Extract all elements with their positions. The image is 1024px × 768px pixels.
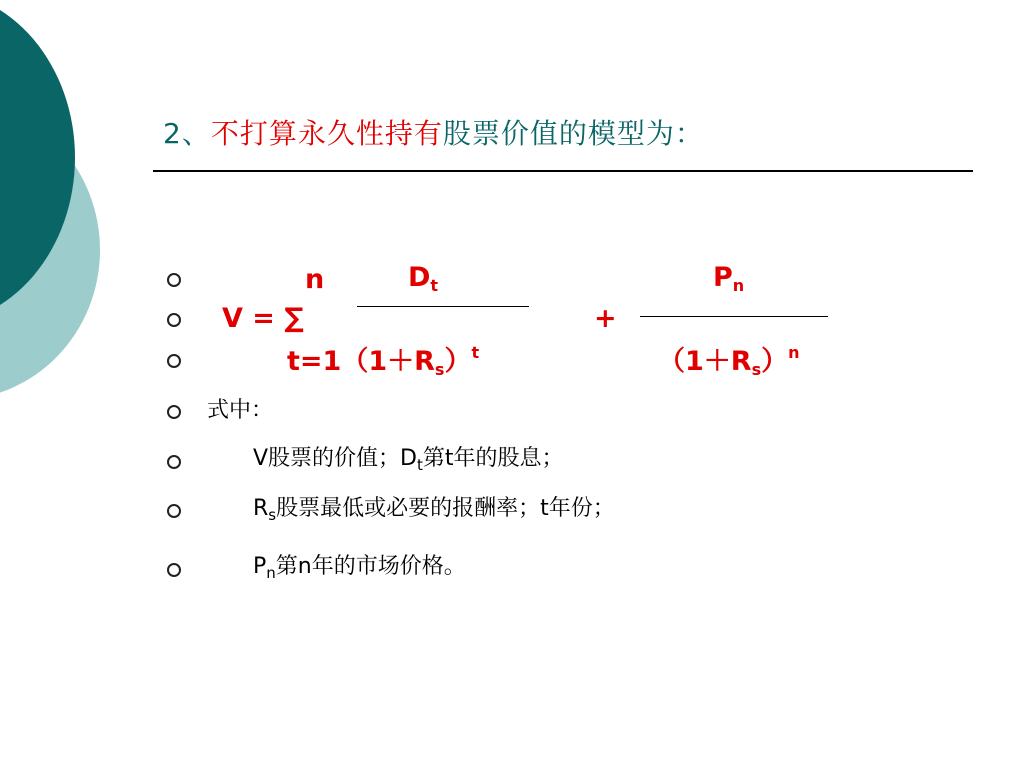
title-highlight: 不打算永久性持有 <box>210 117 443 150</box>
slide-title <box>163 112 704 152</box>
title-rest: 股票价值的模型为： <box>442 117 704 150</box>
plus-sign: + <box>594 303 617 334</box>
bullet-1 <box>167 273 181 287</box>
bullet-4 <box>167 405 181 419</box>
title-underline <box>153 170 973 172</box>
bullet-2 <box>167 313 181 327</box>
numerator-price: $P_n$ <box>713 262 745 295</box>
fraction-bar-left <box>357 306 529 307</box>
fraction-bar-right <box>640 316 828 317</box>
bullet-7 <box>167 563 181 577</box>
title-prefix: 2、 <box>163 117 211 150</box>
bullet-3 <box>167 354 181 368</box>
numerator-dividend: $D_t$ <box>408 262 439 295</box>
sum-upper-limit: n <box>305 264 325 295</box>
denominator-left: $t=1(1+R_s)^t$ <box>287 343 480 379</box>
denominator-right: $(1+R_s)^n$ <box>658 343 800 379</box>
v-equals-sum: V = ∑ <box>222 303 304 334</box>
notes-line-2: $R_s$股票最低或必要的报酬率；t年份； <box>253 496 615 524</box>
bullet-5 <box>167 455 181 469</box>
bullet-6 <box>167 504 181 518</box>
notes-intro: 式中： <box>207 398 274 423</box>
notes-line-1: V股票的价值；$D_t$第t年的股息； <box>253 446 564 474</box>
notes-line-3: $P_n$第n年的市场价格。 <box>253 554 466 582</box>
